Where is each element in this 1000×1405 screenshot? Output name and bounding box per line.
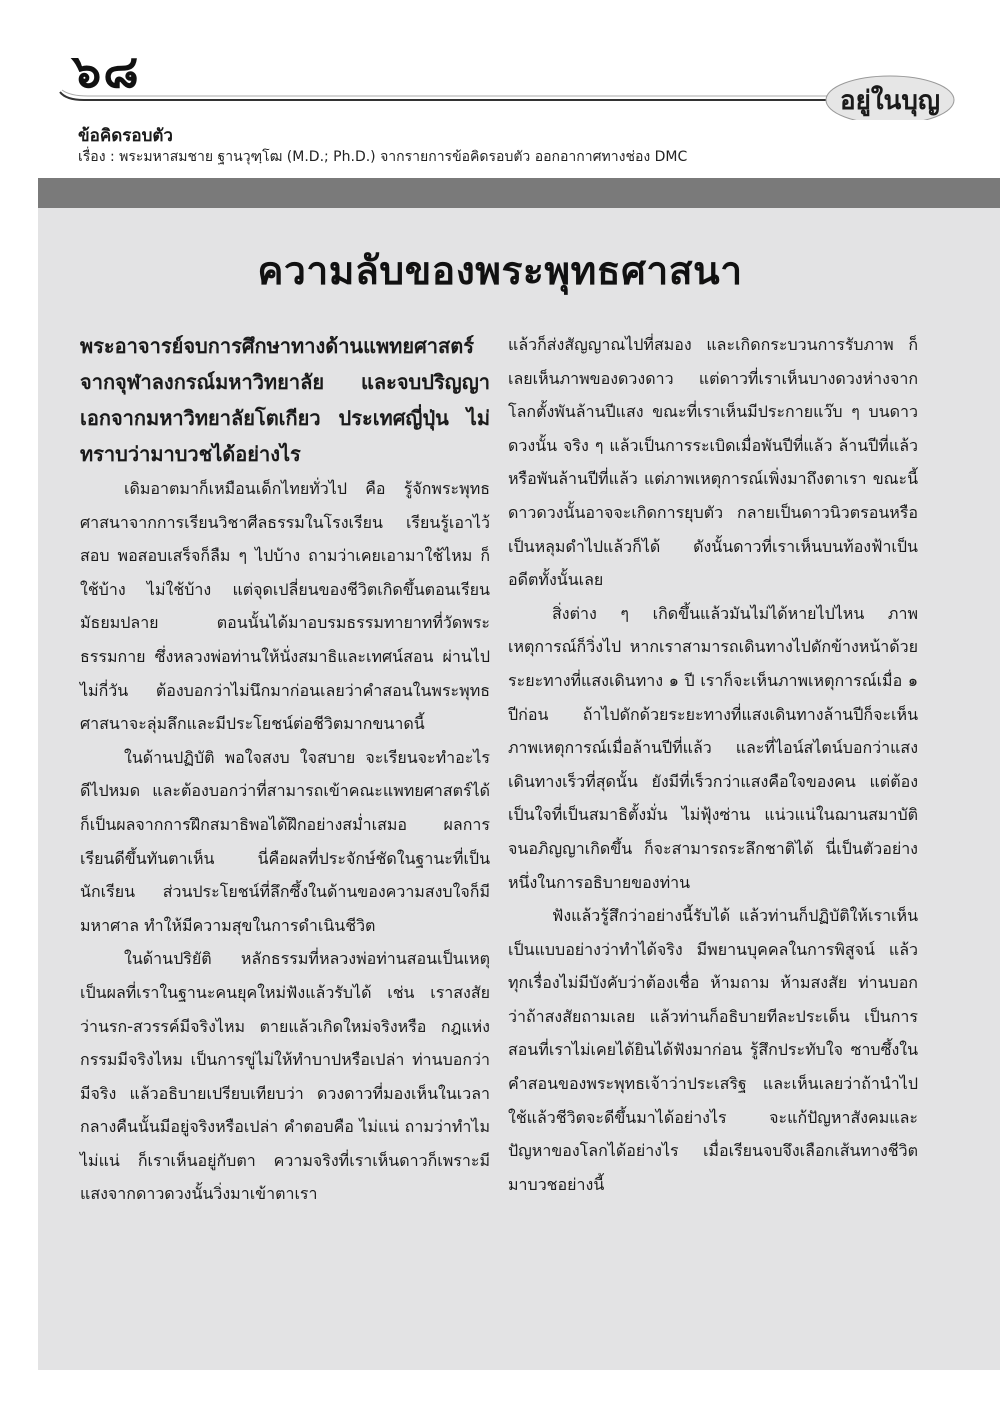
paragraph: เดิมอาตมาก็เหมือนเด็กไทยทั่วไป คือ รู้จักพระพุทธศาสนาจากการเรียนวิชาศีลธรรมในโรงเรียน เรียนรู้เอาไว้สอบ พอสอบเสร็จก็ลืม ๆ ไปบ้าง ถามว่าเคยเอามาใช้ไหม ก็ใช้บ้าง ไม่ใช้บ้าง แต่จุดเปลี่ยนของชีวิตเกิดขึ้นตอนเรียนมัธยมปลาย ตอนนั้นได้มาอบรมธรรมทายาทที่วัดพระธรรมกาย ซึ่งหลวงพ่อท่านให้นั่งสมาธิและเทศน์สอน ผ่านไปไม่กี่วัน ต้องบอกว่าไม่นึกมาก่อนเลยว่าคำสอนในพระพุทธศาสนาจะลุ่มลึกและมีประโยชน์ต่อชีวิตมากขนาดนี้ (80, 479, 490, 734)
section-title: ข้อคิดรอบตัว (78, 126, 173, 146)
paragraph: สิ่งต่าง ๆ เกิดขึ้นแล้วมันไม่ได้หายไปไหน ภาพเหตุการณ์ก็วิ่งไป หากเราสามารถเดินทางไปดักข้างหน้าด้วยระยะทางที่แสงเดินทาง ๑ ปี เราก็จะเห็นภาพเหตุการณ์เมื่อ ๑ ปีก่อน ถ้าไปดักด้วยระยะทางที่แสงเดินทางล้านปีก็จะเห็นภาพเหตุการณ์เมื่อล้านปีที่แล้ว และที่ไอน์สไตน์บอกว่าแสงเดินทางเร็วที่สุดนั้น ยังมีที่เร็วกว่าแสงคือใจของคน แต่ต้องเป็นใจที่เป็นสมาธิตั้งมั่น ไม่ฟุ้งซ่าน แน่วแน่ในฌานสมาบัติจนอภิญญาเกิดขึ้น ก็จะสามารถระลึกชาติได้ นี่เป็นตัวอย่างหนึ่งในการอธิบายของท่าน (508, 603, 918, 892)
paragraph: แล้วก็ส่งสัญญาณไปที่สมอง และเกิดกระบวนการรับภาพ ก็เลยเห็นภาพของดวงดาว แต่ดาวที่เราเห็นบางดวงห่างจากโลกตั้งพันล้านปีแสง ขณะที่เราเห็นมีประกายแว๊บ ๆ บนดาวดวงนั้น จริง ๆ แล้วเป็นการระเบิดเมื่อพันปีที่แล้ว ล้านปีที่แล้ว หรือพันล้านปีที่แล้ว แต่ภาพเหตุการณ์เพิ่งมาถึงตาเรา ขณะนี้ดาวดวงนั้นอาจจะเกิดการยุบตัว กลายเป็นดาวนิวตรอนหรือเป็นหลุมดำไปแล้วก็ได้ ดังนั้นดาวที่เราเห็นบนท้องฟ้าเป็นอดีตทั้งนั้นเลย (508, 335, 918, 590)
intro-question: พระอาจารย์จบการศึกษาทางด้านแพทยศาสตร์จากจุฬาลงกรณ์มหาวิทยาลัย และจบปริญญาเอกจากมหาวิทยาลัยโตเกียว ประเทศญี่ปุ่น ไม่ทราบว่ามาบวชได้อย่างไร (80, 334, 490, 466)
page-number: ๖๘ (72, 44, 141, 98)
paragraph: ฟังแล้วรู้สึกว่าอย่างนี้รับได้ แล้วท่านก็ปฏิบัติให้เราเห็นเป็นแบบอย่างว่าทำได้จริง มีพยานบุคคลในการพิสูจน์ แล้วทุกเรื่องไม่มีบังคับว่าต้องเชื่อ ห้ามถาม ห้ามสงสัย ท่านบอกว่าถ้าสงสัยถามเลย แล้วท่านก็อธิบายทีละประเด็น เป็นการสอนที่เราไม่เคยได้ยินได้ฟังมาก่อน รู้สึกประทับใจ ซาบซึ้งในคำสอนของพระพุทธเจ้าว่าประเสริฐ และเห็นเลยว่าถ้านำไปใช้แล้วชีวิตจะดีขึ้นมาได้อย่างไร จะแก้ปัญหาสังคมและปัญหาของโลกได้อย่างไร เมื่อเรียนจบจึงเลือกเส้นทางชีวิตมาบวชอย่างนี้ (508, 906, 918, 1194)
byline: เรื่อง : พระมหาสมชาย ฐานวุฑฺโฒ (M.D.; Ph.D.) จากรายการข้อคิดรอบตัว ออกอากาศทางช่อง DMC (78, 149, 688, 165)
header-rule (0, 0, 1000, 120)
page-header (0, 0, 1000, 178)
paragraph: ในด้านปฏิบัติ พอใจสงบ ใจสบาย จะเรียนจะทำอะไร ดีไปหมด และต้องบอกว่าที่สามารถเข้าคณะแพทยศาสตร์ได้ ก็เป็นผลจากการฝึกสมาธิพอได้ฝึกอย่างสม่ำเสมอ ผลการเรียนดีขึ้นทันตาเห็น นี่คือผลที่ประจักษ์ชัดในฐานะที่เป็นนักเรียน ส่วนประโยชน์ที่ลึกซึ้งในด้านของความสงบใจก็มีมหาศาล ทำให้มีความสุขในการดำเนินชีวิต (80, 747, 490, 935)
article-title: ความลับของพระพุทธศาสนา (257, 249, 743, 294)
magazine-logo-text: อยู่ในบุญ (840, 86, 940, 116)
right-column (508, 328, 918, 1201)
paragraph: ในด้านปริยัติ หลักธรรมที่หลวงพ่อท่านสอนเป็นเหตุเป็นผลที่เราในฐานะคนยุคใหม่ฟังแล้วรับได้ เช่น เราสงสัยว่านรก-สวรรค์มีจริงไหม ตายแล้วเกิดใหม่จริงหรือ กฎแห่งกรรมมีจริงไหม เป็นการขู่ไม่ให้ทำบาปหรือเปล่า ท่านบอกว่ามีจริง แล้วอธิบายเปรียบเทียบว่า ดวงดาวที่มองเห็นในเวลากลางคืนนั้นมีอยู่จริงหรือเปล่า คำตอบคือ ไม่แน่ ถามว่าทำไมไม่แน่ ก็เราเห็นอยู่กับตา ความจริงที่เราเห็นดาวก็เพราะมีแสงจากดาวดวงนั้นวิ่งมาเข้าตาเรา (80, 949, 490, 1204)
left-column (80, 328, 490, 1211)
magazine-logo (826, 76, 954, 120)
title-band (38, 178, 1000, 208)
